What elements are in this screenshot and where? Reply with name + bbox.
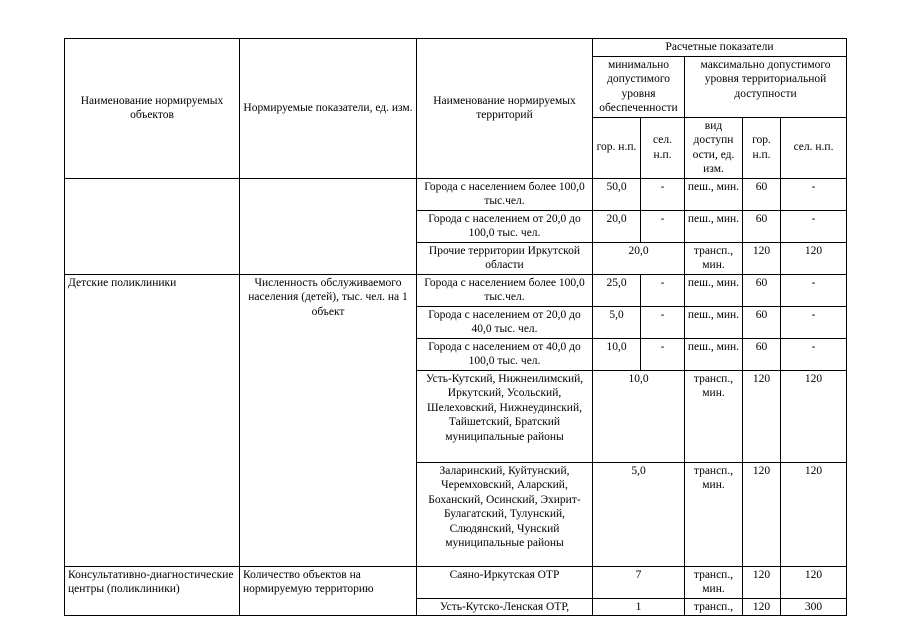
min-sel-cell: - xyxy=(641,274,685,306)
header-calc: Расчетные показатели xyxy=(593,39,847,57)
min-gor-cell: 10,0 xyxy=(593,338,641,370)
header-territories: Наименование нормируемых территорий xyxy=(417,39,593,179)
min-sel-cell: - xyxy=(641,210,685,242)
max-sel-cell: 300 xyxy=(781,598,847,616)
min-merged-cell: 7 xyxy=(593,566,685,598)
territory-cell: Усть-Кутско-Ленская ОТР, xyxy=(417,598,593,616)
max-gor-cell: 60 xyxy=(743,210,781,242)
max-sel-cell: 120 xyxy=(781,370,847,462)
object-name: Детские поликлиники xyxy=(65,274,240,566)
max-sel-cell: - xyxy=(781,178,847,210)
max-gor-cell: 60 xyxy=(743,306,781,338)
max-gor-cell: 120 xyxy=(743,462,781,566)
max-gor-cell: 120 xyxy=(743,566,781,598)
max-gor-cell: 60 xyxy=(743,338,781,370)
territory-cell: Города с населением от 20,0 до 100,0 тыс. чел. xyxy=(417,210,593,242)
territory-cell: Города с населением более 100,0 тыс.чел. xyxy=(417,274,593,306)
max-gor-cell: 60 xyxy=(743,274,781,306)
territory-cell: Саяно-Иркутская ОТР xyxy=(417,566,593,598)
header-min-gor: гор. н.п. xyxy=(593,117,641,178)
header-max-gor: гор. н.п. xyxy=(743,117,781,178)
territory-cell: Города с населением более 100,0 тыс.чел. xyxy=(417,178,593,210)
header-min-sel: сел. н.п. xyxy=(641,117,685,178)
access-type-cell: трансп., xyxy=(685,598,743,616)
header-max-group: максимально допустимого уровня территориальной доступности xyxy=(685,56,847,117)
max-sel-cell: - xyxy=(781,274,847,306)
access-type-cell: трансп., мин. xyxy=(685,242,743,274)
max-gor-cell: 120 xyxy=(743,598,781,616)
min-gor-cell: 50,0 xyxy=(593,178,641,210)
max-sel-cell: 120 xyxy=(781,566,847,598)
indicator-name xyxy=(240,178,417,274)
min-merged-cell: 1 xyxy=(593,598,685,616)
access-type-cell: пеш., мин. xyxy=(685,178,743,210)
access-type-cell: пеш., мин. xyxy=(685,306,743,338)
max-gor-cell: 60 xyxy=(743,178,781,210)
max-gor-cell: 120 xyxy=(743,242,781,274)
header-max-sel: сел. н.п. xyxy=(781,117,847,178)
header-min-group: минимально допустимого уровня обеспеченности xyxy=(593,56,685,117)
access-type-cell: трансп., мин. xyxy=(685,370,743,462)
max-gor-cell: 120 xyxy=(743,370,781,462)
min-sel-cell: - xyxy=(641,306,685,338)
min-gor-cell: 20,0 xyxy=(593,210,641,242)
max-sel-cell: - xyxy=(781,338,847,370)
access-type-cell: пеш., мин. xyxy=(685,210,743,242)
min-gor-cell: 25,0 xyxy=(593,274,641,306)
territory-cell: Усть-Кутский, Нижнеилимский, Иркутский, Усольский, Шелеховский, Нижнеудинский, Тайшетский, Братский муниципальные районы xyxy=(417,370,593,462)
header-vid: вид доступн ости, ед. изм. xyxy=(685,117,743,178)
territory-cell: Прочие территории Иркутской области xyxy=(417,242,593,274)
min-merged-cell: 10,0 xyxy=(593,370,685,462)
object-name xyxy=(65,178,240,274)
norms-table xyxy=(64,38,847,616)
access-type-cell: трансп., мин. xyxy=(685,566,743,598)
header-indicators: Нормируемые показатели, ед. изм. xyxy=(240,39,417,179)
min-gor-cell: 5,0 xyxy=(593,306,641,338)
indicator-name: Численность обслуживаемого населения (детей), тыс. чел. на 1 объект xyxy=(240,274,417,566)
territory-cell: Города с населением от 40,0 до 100,0 тыс. чел. xyxy=(417,338,593,370)
header-objects: Наименование нормируемых объектов xyxy=(65,39,240,179)
object-name: Консультативно-диагностические центры (поликлиники) xyxy=(65,566,240,616)
access-type-cell: трансп., мин. xyxy=(685,462,743,566)
max-sel-cell: 120 xyxy=(781,462,847,566)
indicator-name: Количество объектов на нормируемую территорию xyxy=(240,566,417,616)
max-sel-cell: 120 xyxy=(781,242,847,274)
max-sel-cell: - xyxy=(781,306,847,338)
min-merged-cell: 20,0 xyxy=(593,242,685,274)
territory-cell: Города с населением от 20,0 до 40,0 тыс. чел. xyxy=(417,306,593,338)
access-type-cell: пеш., мин. xyxy=(685,274,743,306)
max-sel-cell: - xyxy=(781,210,847,242)
territory-cell: Заларинский, Куйтунский, Черемховский, Аларский, Боханский, Осинский, Эхирит-Булагатский, Тулунский, Слюдянский, Чунский муниципальные районы xyxy=(417,462,593,566)
access-type-cell: пеш., мин. xyxy=(685,338,743,370)
min-sel-cell: - xyxy=(641,178,685,210)
min-sel-cell: - xyxy=(641,338,685,370)
min-merged-cell: 5,0 xyxy=(593,462,685,566)
